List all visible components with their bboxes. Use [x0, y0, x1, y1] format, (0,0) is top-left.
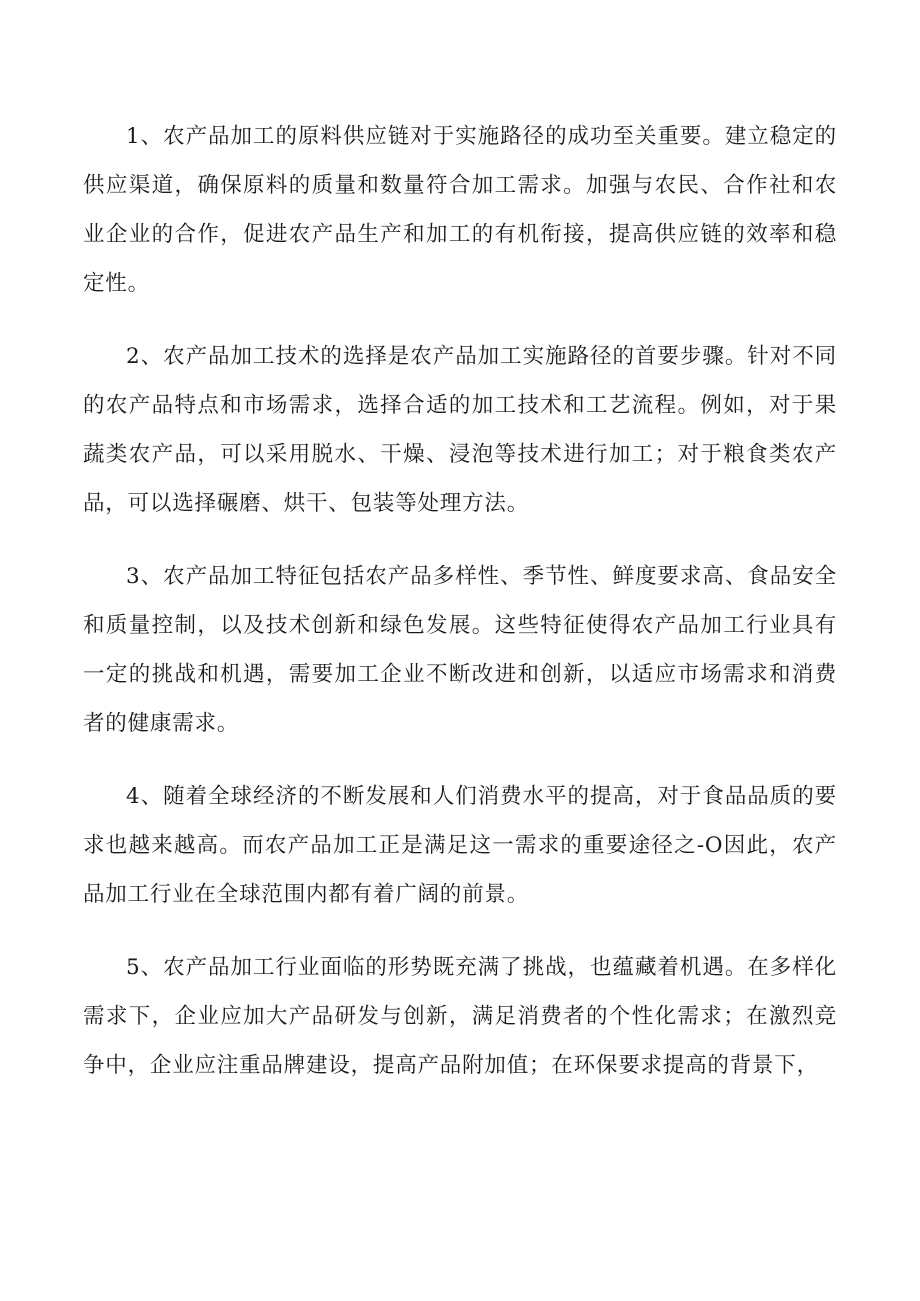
paragraph-2: 2、农产品加工技术的选择是农产品加工实施路径的首要步骤。针对不同的农产品特点和市场需求，选择合适的加工技术和工艺流程。例如，对于果蔬类农产品，可以采用脱水、干燥、浸泡等技术进行加工；对于粮食类农产品，可以选择碾磨、烘干、包装等处理方法。: [83, 344, 837, 516]
paragraph-4: 4、随着全球经济的不断发展和人们消费水平的提高，对于食品品质的要求也越来越高。而农产品加工正是满足这一需求的重要途径之-O因此，农产品加工行业在全球范围内都有着广阔的前景。: [83, 784, 837, 907]
document-body: [83, 112, 837, 1114]
paragraph-1: 1、农产品加工的原料供应链对于实施路径的成功至关重要。建立稳定的供应渠道，确保原料的质量和数量符合加工需求。加强与农民、合作社和农业企业的合作，促进农产品生产和加工的有机衔接，提高供应链的效率和稳定性。: [83, 124, 837, 296]
paragraph-3: 3、农产品加工特征包括农产品多样性、季节性、鲜度要求高、食品安全和质量控制，以及技术创新和绿色发展。这些特征使得农产品加工行业具有一定的挑战和机遇，需要加工企业不断改进和创新，以适应市场需求和消费者的健康需求。: [83, 564, 837, 736]
paragraph-5: 5、农产品加工行业面临的形势既充满了挑战，也蕴藏着机遇。在多样化需求下，企业应加大产品研发与创新，满足消费者的个性化需求；在激烈竞争中，企业应注重品牌建设，提高产品附加值；在环保要求提高的背景下，: [83, 955, 837, 1078]
